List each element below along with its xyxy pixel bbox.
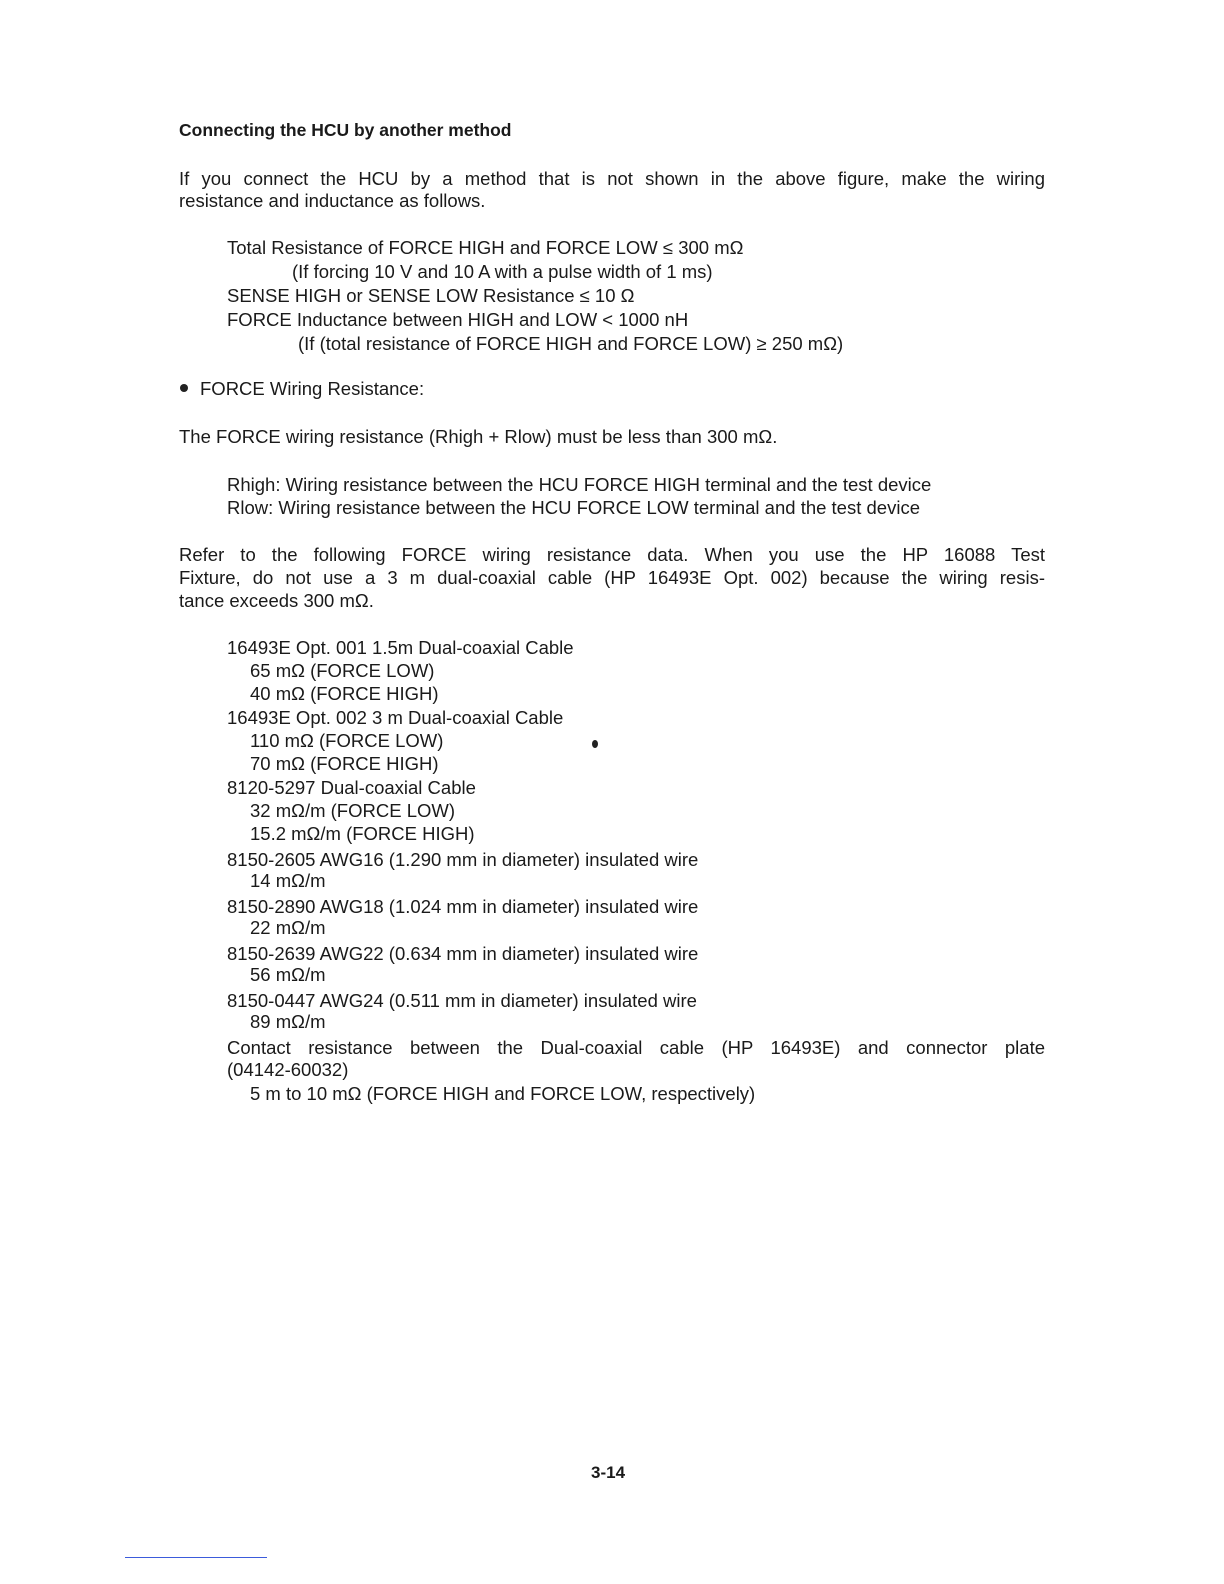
cable-item-value: 56 mΩ/m [250, 964, 326, 985]
cable-item-title: 8120-5297 Dual-coaxial Cable [227, 777, 476, 798]
cable-item-value: 89 mΩ/m [250, 1011, 326, 1032]
cable-item-value: 22 mΩ/m [250, 917, 326, 938]
cable-item-value: 110 mΩ (FORCE LOW) [250, 730, 444, 751]
page-number: 3-14 [591, 1463, 626, 1482]
cable-item-value: 32 mΩ/m (FORCE LOW) [250, 800, 455, 821]
requirement-force-inductance-note: (If (total resistance of FORCE HIGH and FORCE LOW) ≥ 250 mΩ) [298, 333, 844, 354]
cable-item-value: 65 mΩ (FORCE LOW) [250, 660, 435, 681]
refer-line-3: tance exceeds 300 mΩ. [179, 590, 374, 611]
contact-resistance-value: 5 m to 10 mΩ (FORCE HIGH and FORCE LOW, respectively) [250, 1083, 756, 1104]
refer-line-1: Refer to the following FORCE wiring resistance data. When you use the HP 16088 Test [179, 544, 1045, 565]
cable-item-value: 14 mΩ/m [250, 870, 326, 891]
section-heading: Connecting the HCU by another method [179, 120, 512, 140]
cable-item-value: 70 mΩ (FORCE HIGH) [250, 753, 439, 774]
cable-item-title: 16493E Opt. 002 3 m Dual-coaxial Cable [227, 707, 564, 728]
intro-line-2: resistance and inductance as follows. [179, 190, 486, 211]
requirement-total-resistance: Total Resistance of FORCE HIGH and FORCE LOW ≤ 300 mΩ [227, 237, 744, 258]
intro-line-1: If you connect the HCU by a method that is not shown in the above figure, make the wiring [179, 168, 1045, 189]
definition-rhigh: Rhigh: Wiring resistance between the HCU FORCE HIGH terminal and the test device [227, 474, 932, 495]
bottom-rule [125, 1557, 267, 1558]
force-statement: The FORCE wiring resistance (Rhigh + Rlow) must be less than 300 mΩ. [179, 426, 778, 447]
cable-item-value: 40 mΩ (FORCE HIGH) [250, 683, 439, 704]
requirement-sense-resistance: SENSE HIGH or SENSE LOW Resistance ≤ 10 Ω [227, 285, 635, 306]
cable-item-value: 15.2 mΩ/m (FORCE HIGH) [250, 823, 475, 844]
cable-item-title: 8150-2890 AWG18 (1.024 mm in diameter) insulated wire [227, 896, 699, 917]
requirement-total-resistance-note: (If forcing 10 V and 10 A with a pulse width of 1 ms) [292, 261, 713, 282]
bullet-dot-icon [180, 384, 188, 392]
requirement-force-inductance: FORCE Inductance between HIGH and LOW < 1000 nH [227, 309, 689, 330]
definition-rlow: Rlow: Wiring resistance between the HCU FORCE LOW terminal and the test device [227, 497, 920, 518]
cable-item-title: 8150-0447 AWG24 (0.511 mm in diameter) insulated wire [227, 990, 697, 1011]
cable-item-title: 16493E Opt. 001 1.5m Dual-coaxial Cable [227, 637, 574, 658]
contact-resistance-line-1: Contact resistance between the Dual-coaxial cable (HP 16493E) and connector plate [227, 1037, 1045, 1058]
bullet-item: FORCE Wiring Resistance: [200, 378, 425, 399]
refer-line-2: Fixture, do not use a 3 m dual-coaxial cable (HP 16493E Opt. 002) because the wiring resis- [179, 567, 1045, 588]
stray-mark-icon [592, 740, 598, 748]
contact-resistance-line-2: (04142-60032) [227, 1059, 349, 1080]
cable-item-title: 8150-2639 AWG22 (0.634 mm in diameter) insulated wire [227, 943, 699, 964]
cable-item-title: 8150-2605 AWG16 (1.290 mm in diameter) insulated wire [227, 849, 699, 870]
